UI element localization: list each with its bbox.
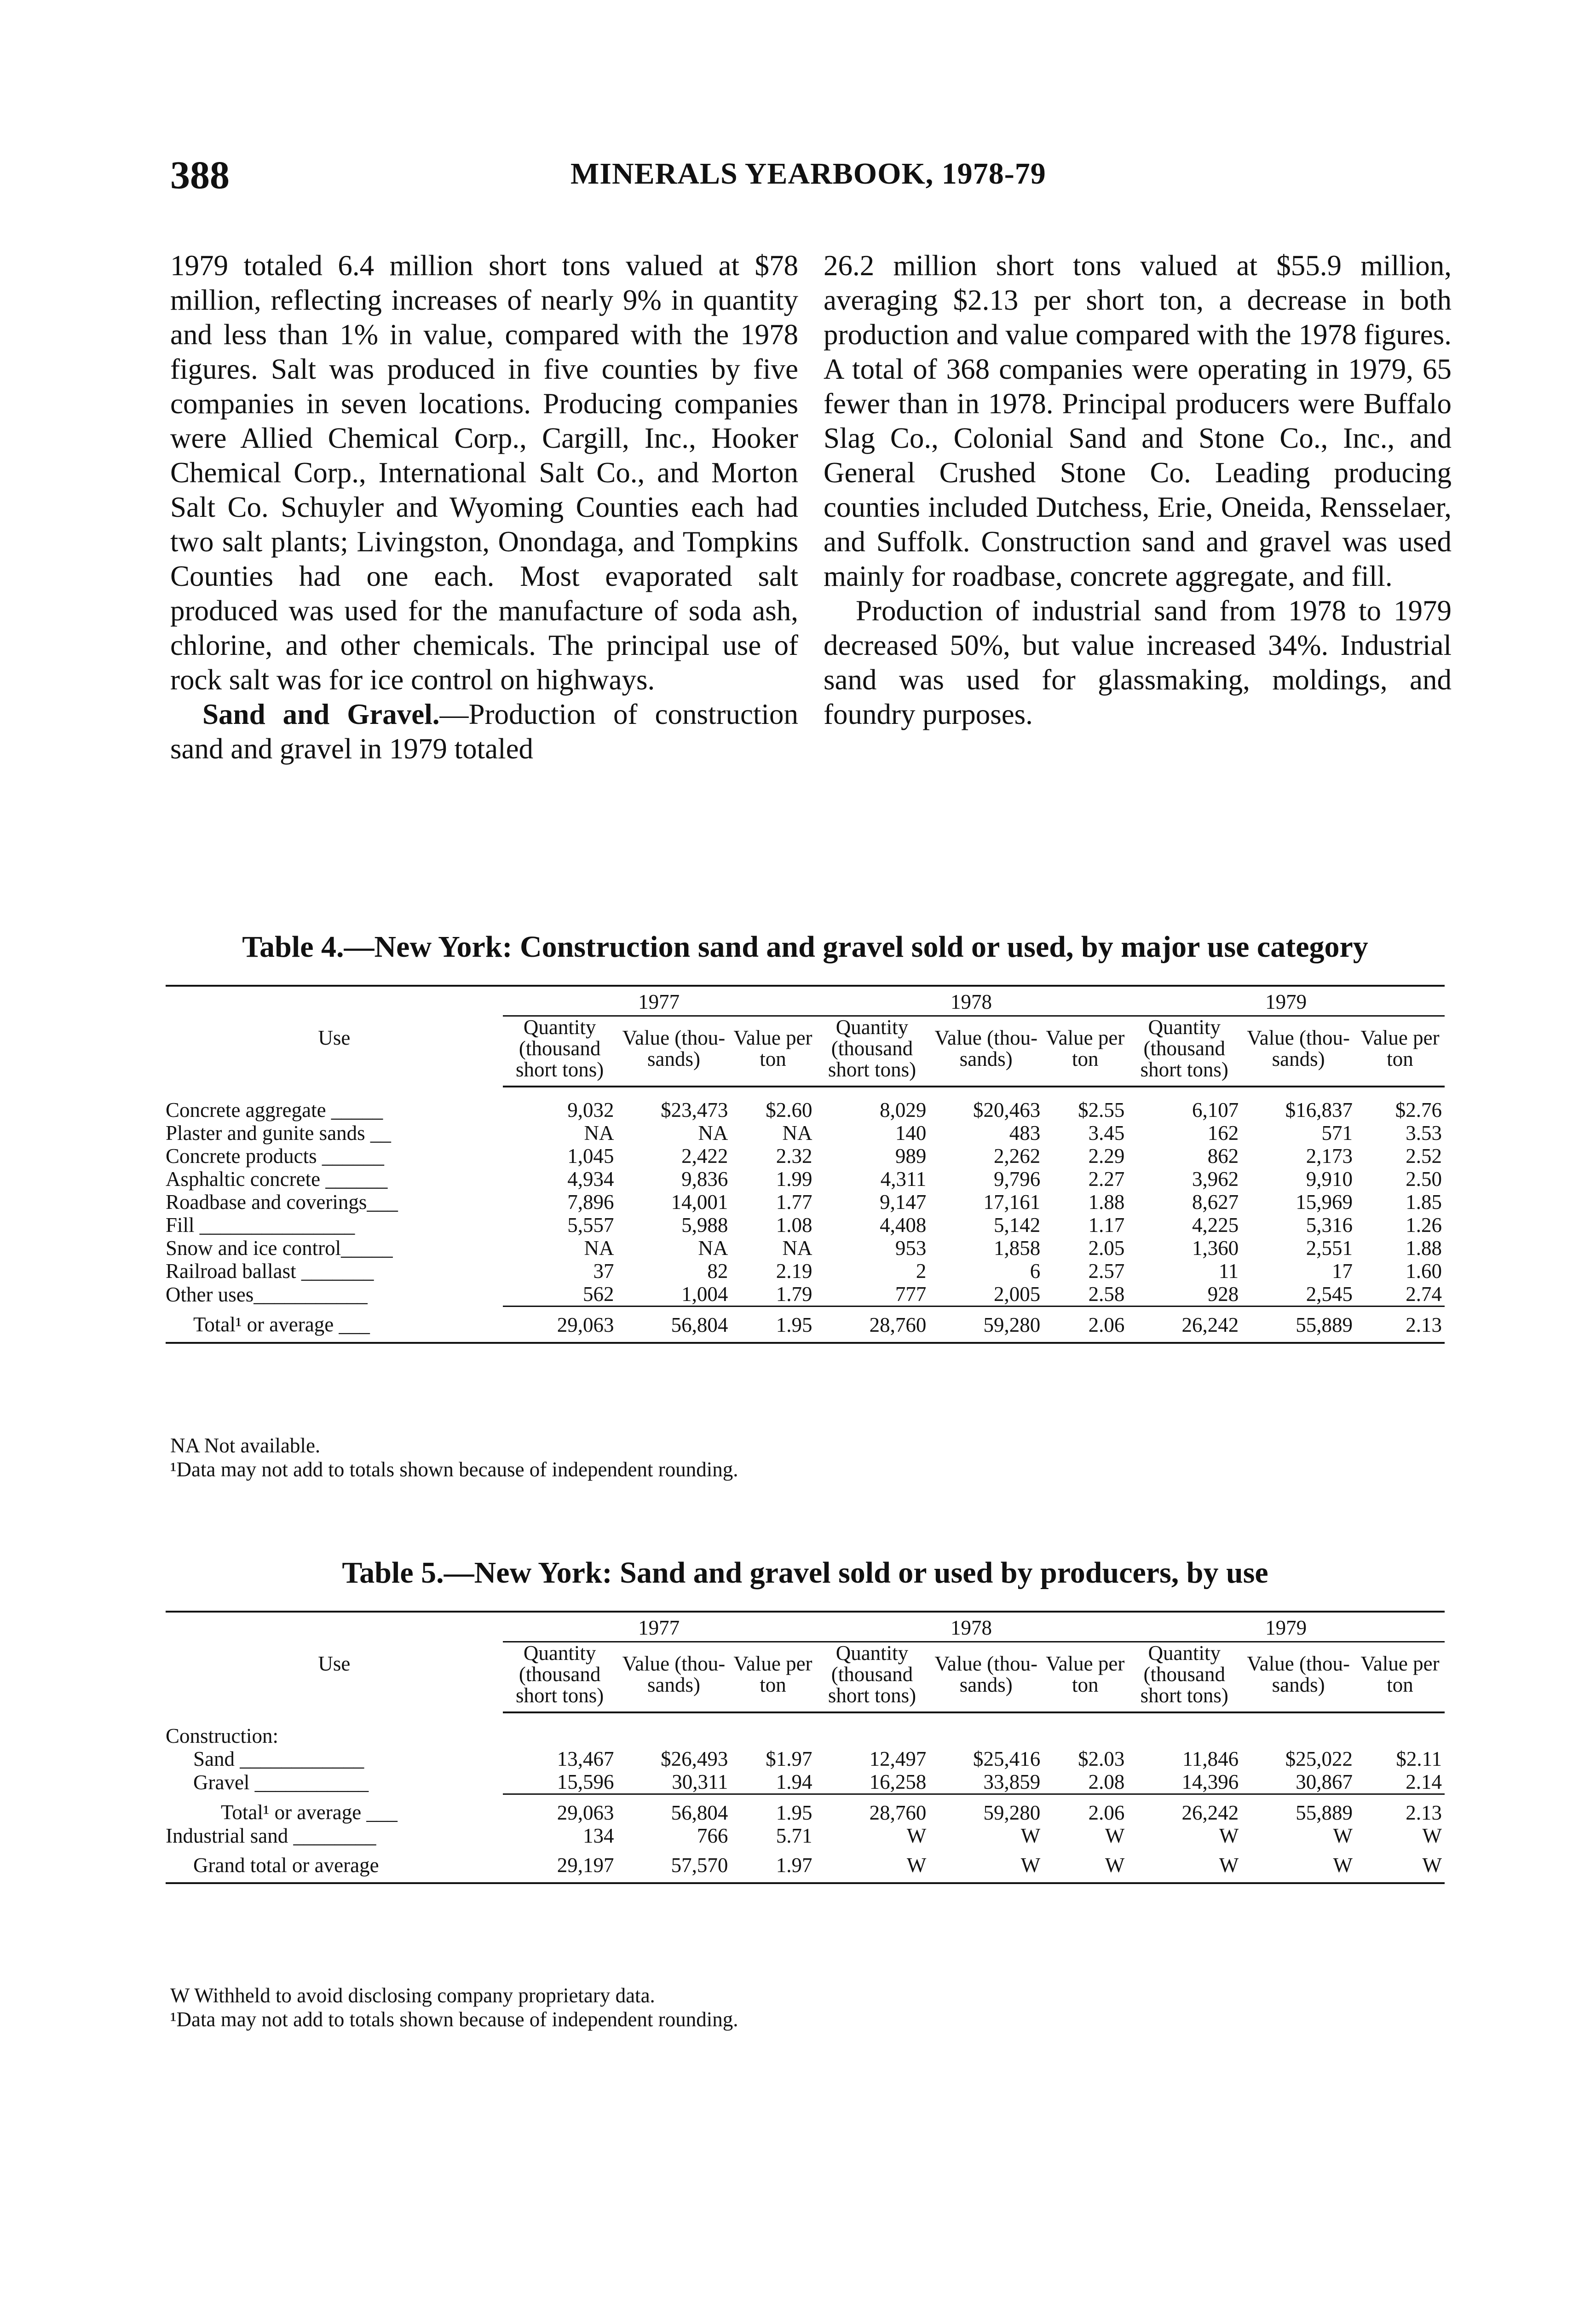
year-header: 1979 — [1127, 1612, 1445, 1642]
value-per-ton-header: Value per ton — [1355, 1642, 1445, 1713]
table-cell: 1,004 — [681, 1283, 728, 1306]
table-cell: 1.88 — [1088, 1191, 1125, 1214]
table-cell: 1.17 — [1088, 1214, 1125, 1237]
table-cell: 1.26 — [1406, 1214, 1442, 1237]
table-cell: 2.19 — [776, 1260, 812, 1283]
row-label: Total¹ or average ___ — [221, 1801, 398, 1824]
table-cell: 56,804 — [617, 1307, 731, 1343]
row-label: Snow and ice control_____ — [166, 1237, 393, 1260]
use-column-header: Use — [166, 986, 503, 1087]
table-cell: 8,627 — [1192, 1191, 1239, 1214]
table-cell: 9,910 — [1306, 1168, 1353, 1191]
table-cell: $23,473 — [661, 1098, 728, 1122]
table-cell: $26,493 — [661, 1747, 728, 1770]
table-row — [166, 1260, 1445, 1283]
table-cell: 5.71 — [776, 1824, 812, 1847]
table-cell: 2,262 — [993, 1145, 1041, 1168]
table-cell: 11 — [1218, 1260, 1239, 1283]
table-row — [166, 1214, 1445, 1237]
row-label: Sand ____________ — [193, 1747, 364, 1770]
paragraph: Production of industrial sand from 1978 to 1979 decreased 50%, but value increased 34%. Industrial sand was used for glassmaking, moldings, and foundry purposes. — [824, 595, 1452, 730]
year-header: 1978 — [815, 1612, 1128, 1642]
table-cell: 3.53 — [1406, 1122, 1442, 1145]
table-cell: W — [906, 1824, 927, 1847]
table-cell: 14,396 — [1181, 1770, 1239, 1793]
quantity-header: Quantity (thousand short tons) — [503, 1642, 617, 1713]
table-cell: $2.76 — [1395, 1098, 1442, 1122]
table-cell: $2.11 — [1396, 1747, 1442, 1770]
year-header: 1979 — [1127, 986, 1445, 1016]
table-cell: 26,242 — [1127, 1307, 1241, 1343]
table-row — [166, 1122, 1445, 1145]
table-cell: 5,988 — [681, 1214, 728, 1237]
table-cell: 2.05 — [1088, 1237, 1125, 1260]
table-cell: 12,497 — [869, 1747, 927, 1770]
table-cell: W — [1020, 1824, 1041, 1847]
row-label: Other uses___________ — [166, 1283, 368, 1306]
table-cell: 30,867 — [1296, 1770, 1353, 1793]
table-cell: 1.85 — [1406, 1191, 1442, 1214]
table-cell: 4,934 — [567, 1168, 614, 1191]
table-cell: 1.60 — [1406, 1260, 1442, 1283]
table-cell: NA — [584, 1237, 614, 1260]
value-per-ton-header: Value per ton — [1043, 1642, 1127, 1713]
table-cell: 33,859 — [983, 1770, 1041, 1793]
quantity-header: Quantity (thousand short tons) — [815, 1642, 929, 1713]
row-label: Industrial sand ________ — [166, 1824, 376, 1847]
table-cell: 5,557 — [567, 1214, 614, 1237]
table-cell: 928 — [1207, 1283, 1239, 1306]
table-cell: 1.95 — [731, 1794, 815, 1825]
table-cell: 4,225 — [1192, 1214, 1239, 1237]
table-cell: 2.14 — [1406, 1770, 1442, 1793]
table-cell: 28,760 — [815, 1307, 929, 1343]
table-cell: 2.13 — [1355, 1794, 1445, 1825]
table-cell: W — [1127, 1847, 1241, 1883]
value-header: Value (thou- sands) — [1241, 1016, 1355, 1087]
group-label: Construction: — [166, 1724, 278, 1747]
table-cell: 3.45 — [1088, 1122, 1125, 1145]
value-header: Value (thou- sands) — [1241, 1642, 1355, 1713]
year-header: 1977 — [503, 1612, 815, 1642]
table-cell: W — [1043, 1847, 1127, 1883]
table-cell: 1,858 — [993, 1237, 1041, 1260]
row-label: Concrete aggregate _____ — [166, 1098, 383, 1122]
table5-title: Table 5.—New York: Sand and gravel sold or used by producers, by use — [342, 1556, 1268, 1590]
table-cell: 37 — [593, 1260, 614, 1283]
table-cell: 28,760 — [815, 1794, 929, 1825]
table4-notes — [170, 1434, 738, 1481]
table-cell: 140 — [895, 1122, 927, 1145]
table4-body — [166, 1087, 1445, 1343]
table-cell: 2.57 — [1088, 1260, 1125, 1283]
table-cell: 2.32 — [776, 1145, 812, 1168]
text-column-left — [170, 249, 798, 766]
table-cell: 14,001 — [671, 1191, 728, 1214]
table-cell: 9,796 — [993, 1168, 1041, 1191]
table-cell: 9,836 — [681, 1168, 728, 1191]
table-row — [166, 1283, 1445, 1307]
table5 — [166, 1611, 1445, 1884]
table4-title: Table 4.—New York: Construction sand and gravel sold or used, by major use category — [242, 930, 1368, 964]
table-cell: W — [815, 1847, 929, 1883]
table-cell: 862 — [1207, 1145, 1239, 1168]
table-cell: 2,551 — [1306, 1237, 1353, 1260]
table-cell: 13,467 — [557, 1747, 614, 1770]
table-cell: 26,242 — [1127, 1794, 1241, 1825]
use-column-header: Use — [166, 1612, 503, 1712]
table-cell: 8,029 — [880, 1098, 927, 1122]
table-cell: 766 — [697, 1824, 728, 1847]
table5-notes — [170, 1983, 738, 2031]
table4 — [166, 985, 1445, 1344]
table-spacer — [166, 1087, 1445, 1098]
table-cell: 17 — [1332, 1260, 1353, 1283]
text-column-right — [824, 249, 1452, 732]
year-header: 1977 — [503, 986, 815, 1016]
table-cell: 2,422 — [681, 1145, 728, 1168]
table-cell: 134 — [583, 1824, 614, 1847]
value-per-ton-header: Value per ton — [1043, 1016, 1127, 1087]
footnote: NA Not available. — [170, 1434, 321, 1457]
table-cell: 2.27 — [1088, 1168, 1125, 1191]
table-cell: 4,408 — [880, 1214, 927, 1237]
table-cell: 1,360 — [1192, 1237, 1239, 1260]
table-cell: 29,197 — [503, 1847, 617, 1883]
quantity-header: Quantity (thousand short tons) — [1127, 1642, 1241, 1713]
table-cell: 2.58 — [1088, 1283, 1125, 1306]
table-cell: 16,258 — [869, 1770, 927, 1793]
table-cell: 2.52 — [1406, 1145, 1442, 1168]
table-cell: 15,969 — [1296, 1191, 1353, 1214]
table-cell: 5,316 — [1306, 1214, 1353, 1237]
table-cell: 953 — [895, 1237, 927, 1260]
table-cell: NA — [698, 1237, 728, 1260]
row-label: Gravel ___________ — [193, 1770, 369, 1794]
row-label: Grand total or average — [166, 1847, 503, 1883]
table-cell: 1.99 — [776, 1168, 812, 1191]
table-cell: 7,896 — [567, 1191, 614, 1214]
value-header: Value (thou- sands) — [929, 1016, 1043, 1087]
table-cell: 571 — [1321, 1122, 1353, 1145]
table-cell: W — [1355, 1847, 1445, 1883]
table-cell: 29,063 — [503, 1307, 617, 1343]
table-cell: 57,570 — [617, 1847, 731, 1883]
table-cell: 1.88 — [1406, 1237, 1442, 1260]
table-cell: W — [1422, 1824, 1442, 1847]
table-cell: 59,280 — [929, 1794, 1043, 1825]
table-cell: W — [929, 1847, 1043, 1883]
value-per-ton-header: Value per ton — [731, 1016, 815, 1087]
table-cell: 1.95 — [731, 1307, 815, 1343]
table-row — [166, 1747, 1445, 1770]
row-label: Fill _______________ — [166, 1214, 355, 1237]
row-label: Railroad ballast _______ — [166, 1260, 374, 1283]
table-row — [166, 1847, 1445, 1883]
row-label: Roadbase and coverings___ — [166, 1191, 398, 1214]
value-per-ton-header: Value per ton — [731, 1642, 815, 1713]
paragraph: 1979 totaled 6.4 million short tons valued at $78 million, reflecting increases of nearly 9% in quantity and less than 1% in value, compared with the 1978 figures. Salt was produced in five counties by five companies in seven locations. Producing companies were Allied Chemical Corp., Cargill, Inc., Hooker Chemical Corp., International Salt Co., and Morton Salt Co. Schuyler and Wyoming Counties each had two salt plants; Livingston, Onondaga, and Tompkins Counties had one each. Most evaporated salt produced was used for the manufacture of soda ash, chlorine, and other chemicals. The principal use of rock salt was for ice control on highways. — [170, 249, 798, 696]
table-cell: 2.08 — [1088, 1770, 1125, 1793]
value-per-ton-header: Value per ton — [1355, 1016, 1445, 1087]
table-cell: 3,962 — [1192, 1168, 1239, 1191]
value-header: Value (thou- sands) — [617, 1016, 731, 1087]
running-head: MINERALS YEARBOOK, 1978-79 — [570, 157, 1046, 191]
row-label: Asphaltic concrete ______ — [166, 1168, 388, 1191]
section-heading: Sand and Gravel. — [202, 698, 440, 730]
table-cell: 1,045 — [567, 1145, 614, 1168]
quantity-header: Quantity (thousand short tons) — [1127, 1016, 1241, 1087]
table-row — [166, 1098, 1445, 1122]
table-row — [166, 1191, 1445, 1214]
table-cell: 4,311 — [880, 1168, 927, 1191]
table-cell: W — [1219, 1824, 1239, 1847]
quantity-header: Quantity (thousand short tons) — [503, 1016, 617, 1087]
paragraph — [170, 697, 798, 766]
year-header: 1978 — [815, 986, 1128, 1016]
table-cell: 1.77 — [776, 1191, 812, 1214]
table-cell: $2.55 — [1078, 1098, 1125, 1122]
table-cell: 29,063 — [503, 1794, 617, 1825]
table-cell: NA — [782, 1122, 812, 1145]
table-cell: $25,022 — [1285, 1747, 1353, 1770]
table-group-row — [166, 1724, 1445, 1747]
row-label: Plaster and gunite sands __ — [166, 1122, 391, 1145]
table-cell: 2,173 — [1306, 1145, 1353, 1168]
table-cell: $20,463 — [973, 1098, 1041, 1122]
table-cell: NA — [698, 1122, 728, 1145]
table-row — [166, 1770, 1445, 1794]
footnote: ¹Data may not add to totals shown because of independent rounding. — [170, 1458, 738, 1481]
footnote: ¹Data may not add to totals shown because of independent rounding. — [170, 2008, 738, 2031]
table-cell: 17,161 — [983, 1191, 1041, 1214]
page-header — [170, 152, 1440, 198]
table-row — [166, 1145, 1445, 1168]
table5-body — [166, 1712, 1445, 1883]
table-cell: 1.94 — [776, 1770, 812, 1793]
table-cell: 11,846 — [1182, 1747, 1239, 1770]
table-cell: 5,142 — [993, 1214, 1041, 1237]
table-row — [166, 1794, 1445, 1825]
table-cell: 6,107 — [1192, 1098, 1239, 1122]
table-cell: 989 — [895, 1145, 927, 1168]
table-cell: $16,837 — [1285, 1098, 1353, 1122]
table-cell: 483 — [1009, 1122, 1041, 1145]
table-cell: 59,280 — [929, 1307, 1043, 1343]
footnote: W Withheld to avoid disclosing company proprietary data. — [170, 1984, 655, 2007]
table-cell: $25,416 — [973, 1747, 1041, 1770]
table-cell: W — [1241, 1847, 1355, 1883]
table-cell: $2.03 — [1078, 1747, 1125, 1770]
table-cell: 1.97 — [731, 1847, 815, 1883]
table-row — [166, 1824, 1445, 1847]
table-cell: 9,147 — [880, 1191, 927, 1214]
table-row — [166, 1168, 1445, 1191]
table-cell: 2.13 — [1355, 1307, 1445, 1343]
table-cell: 162 — [1207, 1122, 1239, 1145]
table-cell: 9,032 — [567, 1098, 614, 1122]
table-cell: 30,311 — [672, 1770, 728, 1793]
table-cell: 562 — [583, 1283, 614, 1306]
table-cell: W — [1105, 1824, 1125, 1847]
table-cell: 2.74 — [1406, 1283, 1442, 1306]
table-cell: NA — [782, 1237, 812, 1260]
table-cell: 6 — [1030, 1260, 1041, 1283]
table-cell: 2,545 — [1306, 1283, 1353, 1306]
page-number: 388 — [170, 153, 230, 197]
table-cell: NA — [584, 1122, 614, 1145]
table-cell: 2.29 — [1088, 1145, 1125, 1168]
table-cell: 55,889 — [1241, 1307, 1355, 1343]
table-cell: 15,596 — [557, 1770, 614, 1793]
quantity-header: Quantity (thousand short tons) — [815, 1016, 929, 1087]
table-cell: $1.97 — [766, 1747, 812, 1770]
table-cell: 2,005 — [993, 1283, 1041, 1306]
table-cell: 777 — [895, 1283, 927, 1306]
table-cell: 2.50 — [1406, 1168, 1442, 1191]
table-spacer — [166, 1712, 1445, 1724]
table-cell: 2 — [916, 1260, 927, 1283]
table-cell: W — [1333, 1824, 1353, 1847]
value-header: Value (thou- sands) — [929, 1642, 1043, 1713]
table-cell: 1.08 — [776, 1214, 812, 1237]
table-cell: 56,804 — [617, 1794, 731, 1825]
table-cell: 2.06 — [1043, 1307, 1127, 1343]
value-header: Value (thou- sands) — [617, 1642, 731, 1713]
table-row — [166, 1237, 1445, 1260]
table-cell: $2.60 — [766, 1098, 812, 1122]
table-row — [166, 1307, 1445, 1343]
table-cell: 55,889 — [1241, 1794, 1355, 1825]
paragraph-text: —Production of construction sand and gravel in 1979 totaled — [170, 698, 798, 765]
table-cell: 2.06 — [1043, 1794, 1127, 1825]
row-label: Total¹ or average ___ — [166, 1307, 503, 1343]
table-cell: 82 — [707, 1260, 728, 1283]
table-cell: 1.79 — [776, 1283, 812, 1306]
row-label: Concrete products ______ — [166, 1145, 384, 1168]
paragraph: 26.2 million short tons valued at $55.9 million, averaging $2.13 per short ton, a decrease in both production and value compared with the 1978 figures. A total of 368 companies were operating in 1979, 65 fewer than in 1978. Principal producers were Buffalo Slag Co., Colonial Sand and Stone Co., Inc., and General Crushed Stone Co. Leading producing counties included Dutchess, Erie, Oneida, Rensselaer, and Suffolk. Construction sand and gravel was used mainly for roadbase, concrete aggregate, and fill. — [824, 249, 1452, 592]
